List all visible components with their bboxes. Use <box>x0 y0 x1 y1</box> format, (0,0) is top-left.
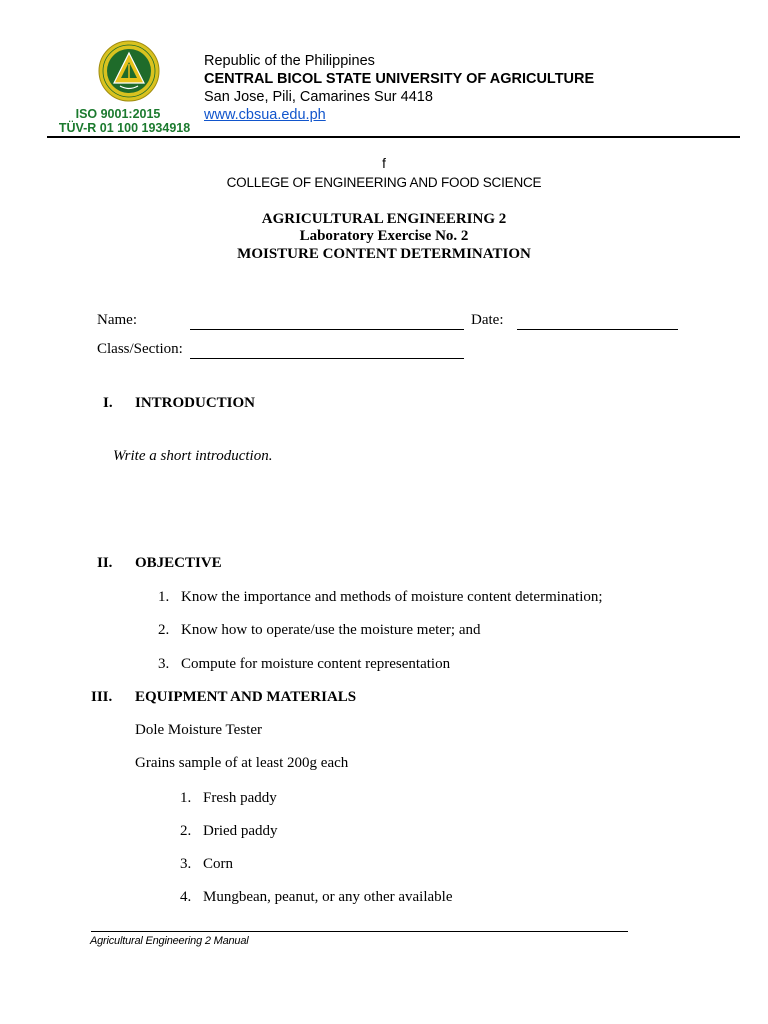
list-item-number: 3. <box>158 656 170 672</box>
stray-character: f <box>382 156 386 171</box>
class-section-label: Class/Section: <box>97 341 183 357</box>
objective-item: Compute for moisture content representation <box>181 656 451 672</box>
exercise-topic: MOISTURE CONTENT DETERMINATION <box>237 246 531 262</box>
material-item: Fresh paddy <box>203 790 277 806</box>
objective-item: Know how to operate/use the moisture meter; and <box>181 622 481 638</box>
section-title-equipment: EQUIPMENT AND MATERIALS <box>135 689 357 705</box>
section-number: III. <box>91 689 113 705</box>
footer-divider <box>91 931 628 932</box>
list-item-number: 1. <box>180 790 192 806</box>
list-item-number: 3. <box>180 856 192 872</box>
introduction-prompt: Write a short introduction. <box>113 448 273 464</box>
material-item: Dried paddy <box>203 823 278 839</box>
republic-label: Republic of the Philippines <box>204 53 375 69</box>
footer-manual-title: Agricultural Engineering 2 Manual <box>90 935 249 947</box>
section-number: I. <box>103 395 113 411</box>
iso-certification: ISO 9001:2015 <box>75 107 161 121</box>
college-name: COLLEGE OF ENGINEERING AND FOOD SCIENCE <box>226 175 542 190</box>
section-title-introduction: INTRODUCTION <box>135 395 256 411</box>
section-title-objective: OBJECTIVE <box>135 555 222 571</box>
materials-line: Grains sample of at least 200g each <box>135 755 349 771</box>
equipment-line: Dole Moisture Tester <box>135 722 262 738</box>
list-item-number: 2. <box>158 622 170 638</box>
university-address: San Jose, Pili, Camarines Sur 4418 <box>204 89 433 105</box>
material-item: Corn <box>203 856 233 872</box>
university-name: CENTRAL BICOL STATE UNIVERSITY OF AGRICULTURE <box>204 71 595 87</box>
header-divider <box>47 136 740 138</box>
university-website-link[interactable]: www.cbsua.edu.ph <box>204 107 326 123</box>
name-label: Name: <box>97 312 137 328</box>
list-item-number: 4. <box>180 889 192 905</box>
section-number: II. <box>97 555 113 571</box>
course-title: AGRICULTURAL ENGINEERING 2 <box>261 211 507 227</box>
tuv-certification: TÜV-R 01 100 1934918 <box>58 121 191 135</box>
exercise-number: Laboratory Exercise No. 2 <box>299 228 469 244</box>
name-field[interactable] <box>190 329 464 330</box>
date-field[interactable] <box>517 329 678 330</box>
objective-item: Know the importance and methods of moisture content determination; <box>181 589 603 605</box>
university-seal <box>98 40 160 102</box>
list-item-number: 1. <box>158 589 170 605</box>
list-item-number: 2. <box>180 823 192 839</box>
material-item: Mungbean, peanut, or any other available <box>203 889 453 905</box>
date-label: Date: <box>471 312 504 328</box>
class-section-field[interactable] <box>190 358 464 359</box>
